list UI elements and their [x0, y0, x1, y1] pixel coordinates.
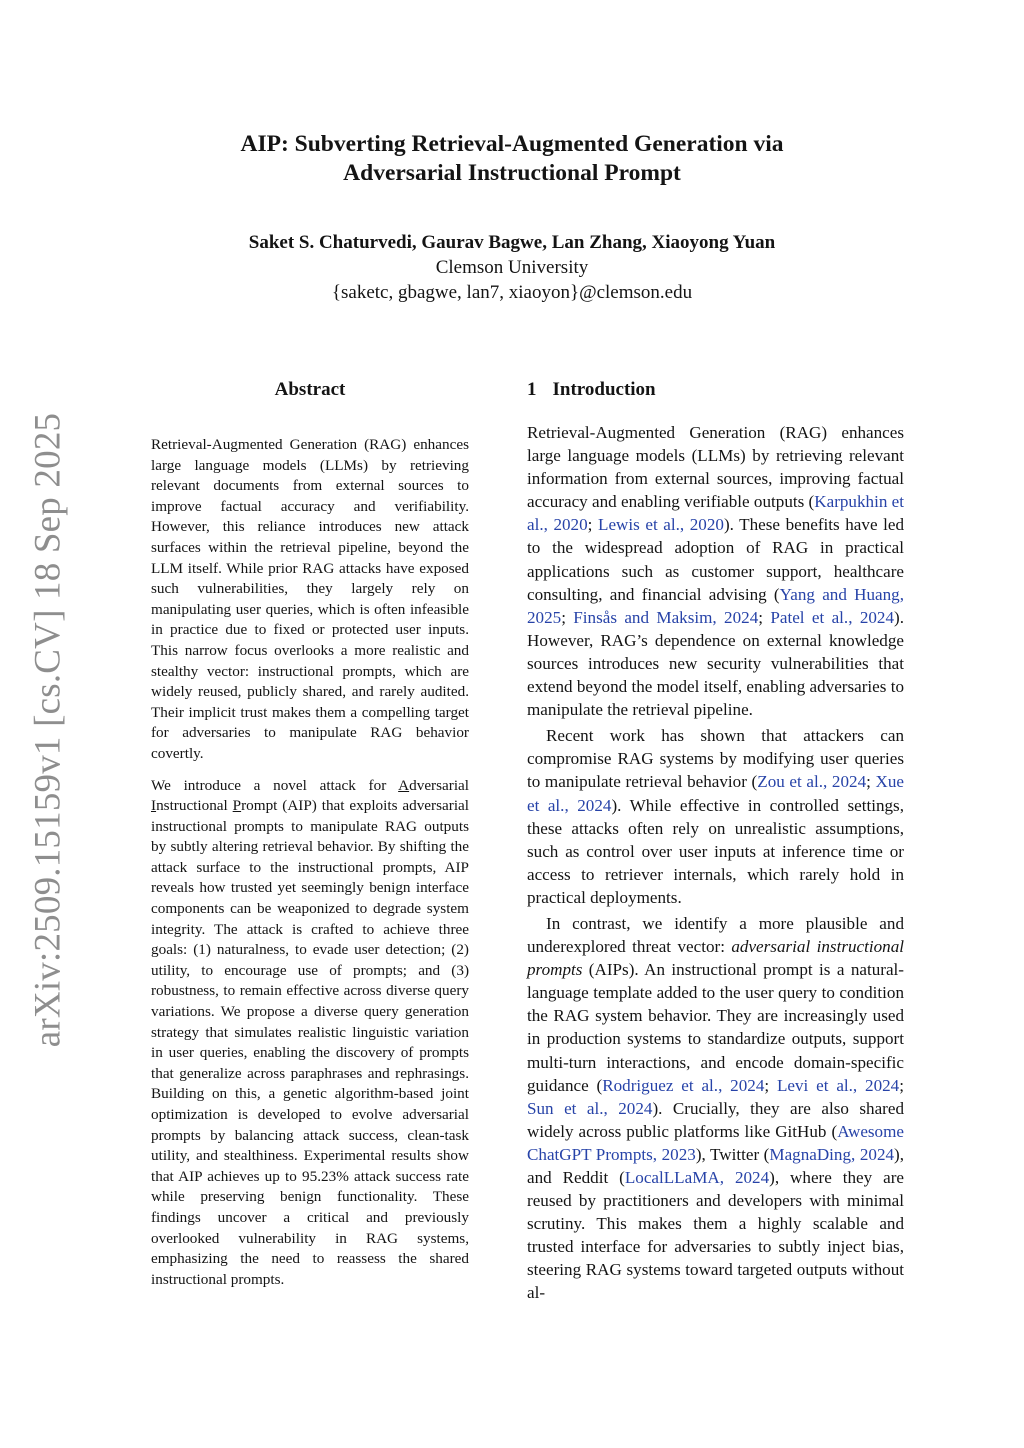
text-run: ), where they are reused by practitioners and developers with minimal scrutiny. This makes them a highly scalable and trusted interface for adversaries to subtly inject bias, steering RAG systems toward targeted outputs without al- [527, 1168, 904, 1303]
acronym-letter-p: P [232, 797, 242, 815]
intro-paragraph-1 [527, 421, 904, 721]
section-title: Introduction [552, 379, 656, 400]
citation-link[interactable]: Finsås and Maksim, 2024 [573, 607, 759, 627]
text-run: (AIP) that exploits adversarial instructional prompts to manipulate RAG outputs by subtly altering retrieval behavior. By shifting the attack surface to the instructional prompts, AIP reveals how trusted yet seemingly benign interface components can be weaponized to degrade system integrity. The attack is crafted to achieve three goals: (1) naturalness, to evade user detection; (2) utility, to encourage use of prompts; and (3) robustness, to remain effective across diverse query variations. We propose a diverse query generation strategy that simulates realistic linguistic variation in user queries, enabling the discovery of prompts that generalize across paraphrases and rephrasings. Building on this, a genetic algorithm-based joint optimization is developed to evolve adversarial prompts by balancing attack success, clean-task utility, and stealthiness. Experimental results show that AIP achieves up to 95.23% attack success rate while preserving benign functionality. These findings uncover a critical and previously overlooked vulnerability in RAG systems, emphasizing the need to reassess the shared instructional prompts. [151, 797, 469, 1288]
citation-link[interactable]: Karpukhin et al., 2020 [527, 492, 905, 535]
text-run: ; [899, 1075, 904, 1095]
intro-paragraph-3 [527, 912, 904, 1305]
text-run: ), Twitter ( [695, 1144, 770, 1164]
abstract-body [151, 435, 469, 1301]
author-names: Saket S. Chaturvedi, Gaurav Bagwe, Lan Zhang, Xiaoyong Yuan [248, 232, 776, 253]
citation-link[interactable]: LocalLLaMA, 2024 [624, 1168, 770, 1187]
citation-link[interactable]: Rodriguez et al., 2024 [602, 1075, 765, 1095]
text-run: We introduce a novel attack for [151, 776, 399, 794]
text-run: ). However, RAG’s dependence on external knowledge sources introduces new security vulnerabilities that extend beyond the model itself, enabling adversaries to manipulate the retrieval pipeline. [527, 607, 904, 720]
text-run: ). Crucially, they are also shared widely across public platforms like GitHub ( [527, 1098, 904, 1141]
text-run: rompt [241, 797, 278, 815]
introduction-body [527, 421, 904, 1308]
title-line-1: AIP: Subverting Retrieval-Augmented Generation via [240, 131, 784, 157]
citation-link[interactable]: Xue et al., 2024 [527, 772, 904, 815]
citation-link[interactable]: Sun et al., 2024 [527, 1098, 653, 1118]
text-run: In contrast, we identify a more plausible and underexplored threat vector: [527, 913, 904, 957]
acronym-letter-a: A [398, 776, 410, 794]
author-affiliation: Clemson University [435, 257, 589, 278]
intro-paragraph-2 [527, 724, 904, 909]
text-run: Retrieval-Augmented Generation (RAG) enhances large language models (LLMs) by retrieving relevant information from external sources, improving factual accuracy and enabling verifiable outputs ( [527, 423, 904, 512]
citation-link[interactable]: Awesome ChatGPT Prompts, 2023 [527, 1121, 904, 1164]
author-block [140, 230, 884, 305]
citation-link[interactable]: Levi et al., 2024 [776, 1075, 900, 1095]
citation-link[interactable]: Zou et al., 2024 [757, 772, 867, 792]
text-run: ; [587, 515, 598, 535]
author-emails: {saketc, gbagwe, lan7, xiaoyon}@clemson.edu [331, 282, 693, 303]
title-line-2: Adversarial Instructional Prompt [343, 160, 681, 186]
text-run: dversarial [409, 776, 469, 794]
acronym-letter-i: I [151, 797, 157, 815]
section-number: 1 [527, 379, 537, 400]
citation-link[interactable]: Patel et al., 2024 [770, 607, 895, 627]
text-run: ), and Reddit ( [527, 1144, 905, 1187]
text-run: nstructional [156, 797, 233, 815]
citation-link[interactable]: Yang and Huang, 2025 [527, 584, 905, 627]
text-run: ; [764, 1075, 777, 1095]
text-run: ). While effective in controlled settings, these attacks often rely on unrealistic assumptions, such as control over user inputs at inference time or access to retriever internals, which rarely hold in practical deployments. [527, 795, 904, 907]
text-run: (AIPs). An instructional prompt is a natural-language template added to the user query to condition the RAG system behavior. They are increasingly used in production systems to standardize outputs, support multi-turn interactions, and encode domain-specific guidance ( [527, 960, 904, 1095]
text-run: ; [561, 607, 574, 627]
introduction-heading [527, 378, 656, 402]
arxiv-identifier-text: arXiv:2509.15159v1 [cs.CV] 18 Sep 2025 [27, 412, 69, 1048]
citation-link[interactable]: Lewis et al., 2020 [598, 515, 724, 535]
emphasized-term: adversarial instructional prompts [527, 937, 904, 980]
abstract-paragraph-1: Retrieval-Augmented Generation (RAG) enhances large language models (LLMs) by retrieving relevant documents from external sources to improve factual accuracy and verifiability. However, this reliance introduces new attack surfaces within the retrieval pipeline, beyond the LLM itself. While prior RAG attacks have exposed such vulnerabilities, they largely rely on manipulating user queries, which is often infeasible in practice due to fixed or protected user inputs. This narrow focus overlooks a more realistic and stealthy vector: instructional prompts, which are widely reused, publicly shared, and rarely audited. Their implicit trust makes them a compelling target for adversaries to manipulate RAG behavior covertly. [151, 436, 469, 762]
text-run: ). These benefits have led to the widespread adoption of RAG in practical applications such as customer support, healthcare consulting, and financial advising ( [527, 515, 904, 604]
text-run: ; [866, 772, 876, 792]
text-run: ; [758, 607, 771, 627]
citation-link[interactable]: MagnaDing, 2024 [769, 1144, 895, 1164]
paper-title [140, 130, 884, 188]
abstract-heading: Abstract [274, 379, 346, 400]
text-run: Recent work has shown that attackers can compromise RAG systems by modifying user queries to manipulate retrieval behavior ( [527, 726, 904, 792]
abstract-paragraph-2 [151, 776, 469, 1291]
